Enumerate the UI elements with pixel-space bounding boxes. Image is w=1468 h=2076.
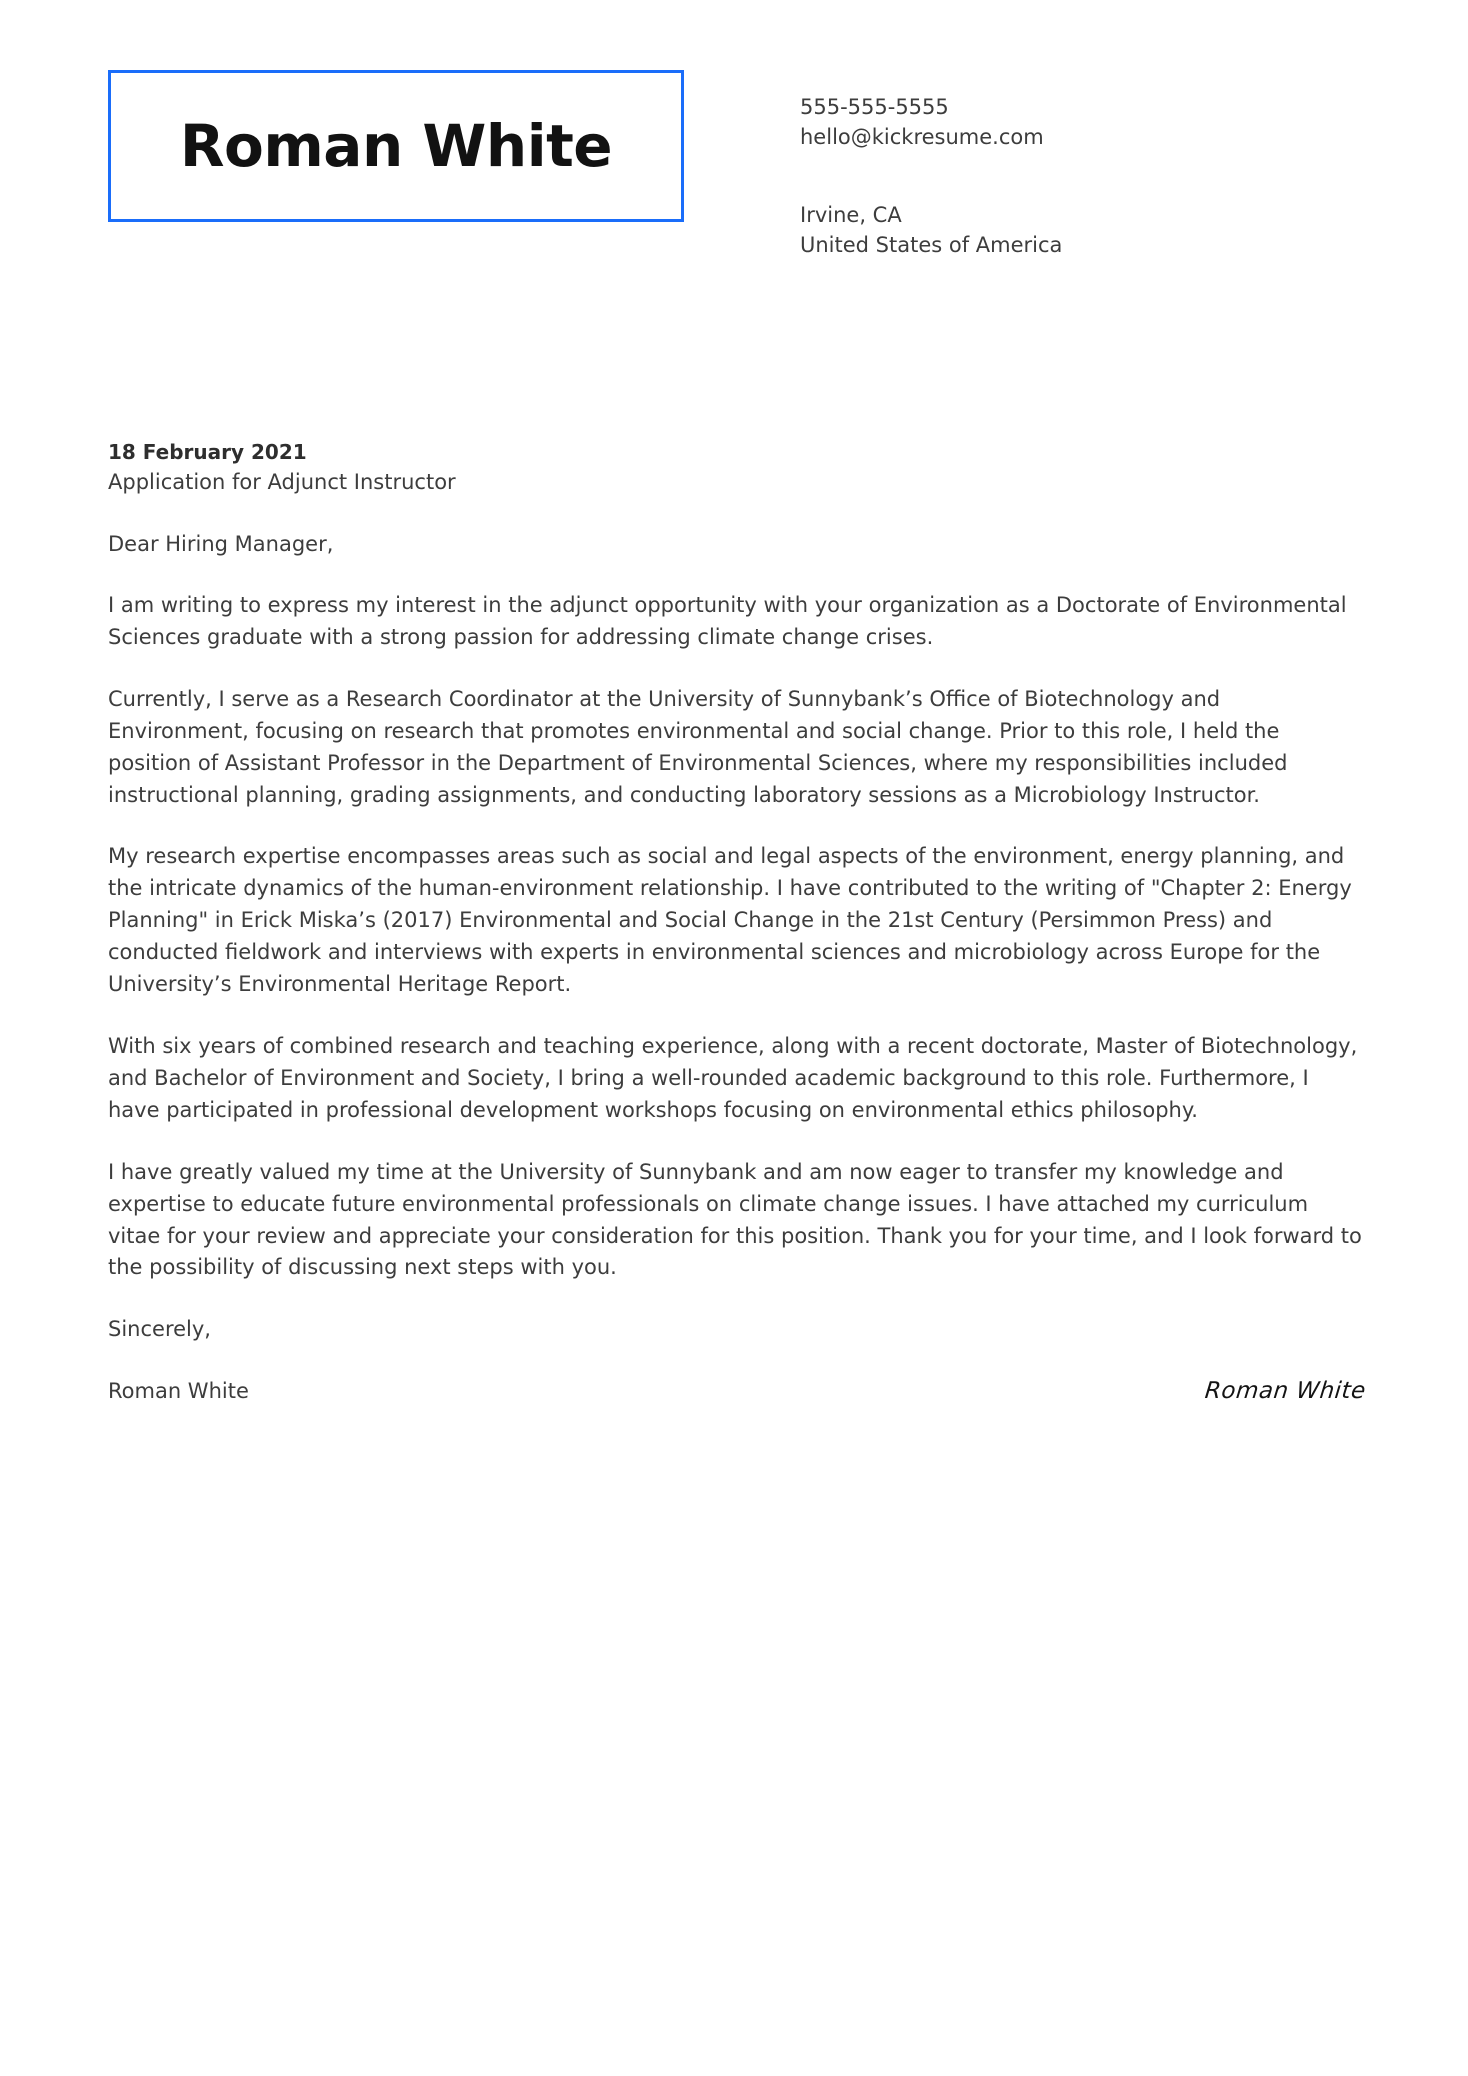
contact-primary-block: [800, 92, 1044, 153]
letter-body: [108, 437, 1366, 1407]
name-badge: [108, 70, 684, 222]
email-address: hello@kickresume.com: [800, 125, 1044, 150]
letter-paragraph-2: Currently, I serve as a Research Coordinator at the University of Sunnybank’s Office of Biotechnology and Environment, focusing on research that promotes environmental and social change. Prior to this role, I held the position of Assistant Professor in the Department of Environmental Sciences, where my responsibilities included instructional planning, grading assignments, and conducting laboratory sessions as a Microbiology Instructor.: [108, 686, 1288, 807]
contact-location-block: [800, 200, 1062, 261]
city-state: Irvine, CA: [800, 203, 902, 227]
letter-signer-name: Roman White: [108, 1378, 249, 1403]
letter-header: [0, 0, 1468, 300]
letter-paragraph-3: My research expertise encompasses areas such as social and legal aspects of the environment, energy planning, and the intricate dynamics of the human-environment relationship. I have contributed to the writing of "Chapter 2: Energy Planning" in Erick Miska’s (2017) Environmental and Social Change in the 21st Century (Persimmon Press) and conducted fieldwork and interviews with experts in environmental sciences and microbiology across Europe for the University’s Environmental Heritage Report.: [108, 844, 1352, 997]
letter-closing: Sincerely,: [108, 1317, 211, 1342]
letter-salutation: Dear Hiring Manager,: [108, 531, 334, 556]
handwritten-signature: Roman White: [1203, 1378, 1368, 1404]
letter-date: 18 February 2021: [108, 440, 307, 464]
country: United States of America: [800, 233, 1063, 258]
applicant-name: Roman White: [179, 112, 613, 180]
letter-paragraph-1: I am writing to express my interest in the adjunct opportunity with your organization as a Doctorate of Environmental Sciences graduate with a strong passion for addressing climate change crises.: [108, 593, 1347, 649]
letter-paragraph-5: I have greatly valued my time at the University of Sunnybank and am now eager to transfer my knowledge and expertise to educate future environmental professionals on climate change issues. I have attached my curriculum vitae for your review and appreciate your consideration for this position. Thank you for your time, and I look forward to the possibility of discussing next steps with you.: [108, 1159, 1362, 1280]
letter-paragraph-4: With six years of combined research and teaching experience, along with a recent doctorate, Master of Biotechnology, and Bachelor of Environment and Society, I bring a well-rounded academic background to this role. Furthermore, I have participated in professional development workshops focusing on environmental ethics philosophy.: [108, 1033, 1358, 1122]
phone-number: 555-555-5555: [800, 95, 949, 119]
letter-subject: Application for Adjunct Instructor: [108, 470, 456, 494]
